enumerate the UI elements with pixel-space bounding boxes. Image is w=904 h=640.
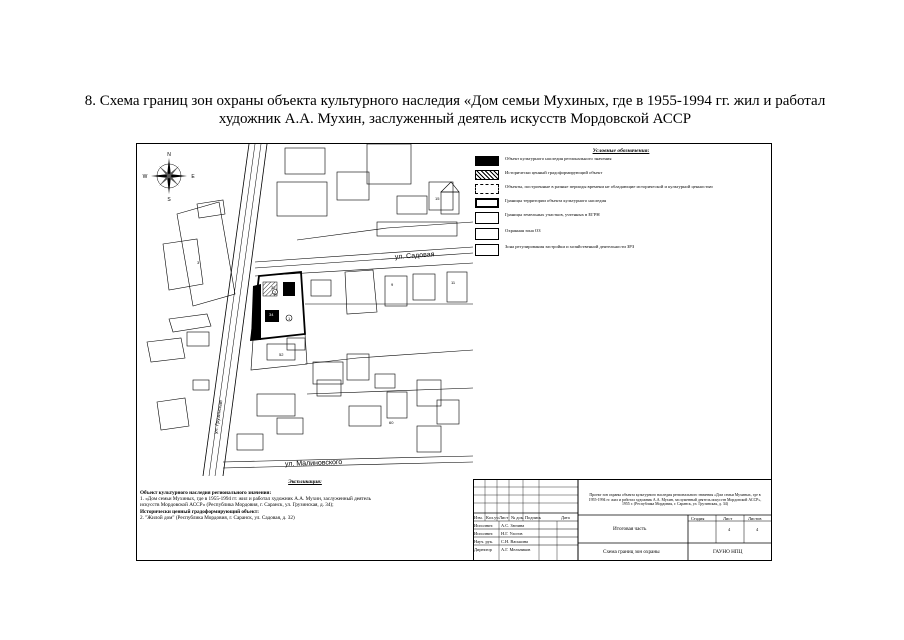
lot-number: 1 <box>288 316 291 321</box>
stamp-header-col: Лист <box>499 515 509 520</box>
lot-number: 32 <box>271 285 276 290</box>
explication-line: Объект культурного наследия регионального значения: <box>140 490 272 496</box>
stamp-sheet-label: Лист <box>723 516 733 521</box>
explication <box>140 479 470 559</box>
compass-e: E <box>191 174 195 180</box>
stamp-sheet: 4 <box>728 527 731 532</box>
stamp-role: Директор <box>474 547 492 552</box>
stamp-part: Итоговая часть <box>613 526 647 532</box>
street-sadovaya-lines <box>255 247 473 276</box>
legend-text: Границы территории объекта культурного наследия <box>505 198 607 203</box>
legend-swatch-oz <box>475 228 499 240</box>
legend-text: Охранная зона ОЗ <box>505 228 541 233</box>
legend-swatch-black <box>475 156 499 166</box>
explication-title: Экспликация: <box>288 479 322 485</box>
title-block <box>473 479 772 561</box>
stamp-role: Исполнит. <box>474 531 494 536</box>
lot-number: 34 <box>269 312 274 317</box>
stamp-stage-label: Стадия <box>691 516 705 521</box>
title-line-1: 8. Схема границ зон охраны объекта культурного наследия «Дом семьи Мухиных, где в 1955-1994 гг. жил и работал <box>84 93 826 109</box>
legend-text: Зона регулирования застройки и хозяйственной деятельности ЗРЗ <box>505 244 635 249</box>
legend-item <box>475 198 767 208</box>
legend-item <box>475 170 767 180</box>
compass-s: S <box>167 197 171 203</box>
page-title <box>60 92 850 128</box>
lot-number: 11 <box>451 280 456 285</box>
compass-rose <box>143 152 196 203</box>
street-label-sadovaya: ул. Садовая <box>394 251 435 261</box>
street-malinovaya-lines <box>223 456 473 468</box>
stamp-org: ГАУНО НПЦ <box>713 549 743 555</box>
lot-number: 2 <box>274 290 277 295</box>
explication-line: 2. "Жилой дом" (Республика Мордовия, г. Саранск, ул. Садовая, д. 32) <box>140 514 295 521</box>
lot-number: 60 <box>389 420 394 425</box>
legend-swatch-zrz <box>475 244 499 256</box>
legend-item <box>475 156 767 166</box>
stamp-project: Проект зон охраны объекта культурного наследия регионального значения «Дом семьи Мухиных, где в 1955-1994 гг. жил и работал художник А.А. Мухин, заслуженный деятель искусств Мордовской АССР», 1955 г. (Республика Мордовия, г. Саранск, ул. Грузинская, д. 34) <box>588 493 762 507</box>
street-label-malinovaya: ул. Малиновского <box>284 459 343 468</box>
stamp-role: Исполнит. <box>474 523 494 528</box>
lot-number: 9 <box>391 282 394 287</box>
stamp-header-col: № док. <box>511 515 524 520</box>
lot-number: 3 <box>197 260 200 265</box>
north-buildings <box>277 144 473 240</box>
compass-n: N <box>167 152 171 158</box>
stamp-name: С.Н. Васькина <box>501 539 529 544</box>
east-buildings <box>237 270 473 452</box>
stamp-header-col: Подпись <box>525 515 542 520</box>
legend-swatch-hatch <box>475 170 499 180</box>
title-line-2: художник А.А. Мухин, заслуженный деятель искусств Мордовской АССР <box>218 111 692 127</box>
street-label-gruzinskaya: ул. Грузинская <box>213 399 225 435</box>
legend-item <box>475 244 767 256</box>
stamp-name: Н.Г. Улогов <box>501 531 523 536</box>
legend-swatch-dash <box>475 184 499 194</box>
stamp-header-col: Дата <box>561 515 570 520</box>
west-buildings <box>147 200 235 430</box>
heritage-site <box>251 272 305 340</box>
legend-item <box>475 212 767 224</box>
stamp-sheets-label: Листов <box>748 516 762 521</box>
stamp-header-col: Кол.уч <box>486 515 499 520</box>
site-map <box>137 144 473 476</box>
legend-swatch-thick <box>475 198 499 208</box>
stamp-role: Науч. рук. <box>474 539 494 544</box>
legend-text: Исторически ценный градоформирующий объект <box>505 170 603 175</box>
legend-item <box>475 184 767 194</box>
explication-line: искусств Мордовской АССР» (Республика Мордовия, г. Саранск, ул. Грузинская, д. 34); <box>140 502 334 509</box>
stamp-name: А.С. Зюзина <box>501 523 525 528</box>
lot-number: 15 <box>435 196 440 201</box>
stamp-sheets: 4 <box>756 527 759 532</box>
explication-line: 1. «Дом семьи Мухиных, где в 1955-1994 гг. жил и работал художник А.А. Мухин, заслуженный деятель <box>140 496 371 503</box>
stamp-header-col: Изм. <box>474 515 483 520</box>
stamp-scheme: Схема границ зон охраны <box>603 549 660 555</box>
legend-text: Объекты, построенные в разные периоды времени не обладающие исторической и культурной ценностью <box>505 184 713 189</box>
legend-title: Условные обозначения: <box>592 148 650 154</box>
stamp-name: А.Г. Мельников <box>501 547 531 552</box>
compass-w: W <box>142 174 148 180</box>
explication-line: Исторически ценный градоформирующий объект: <box>140 508 260 515</box>
lot-number: 52 <box>279 352 284 357</box>
legend-item <box>475 228 767 240</box>
legend-text: Границы земельных участков, учтенных в ЕГРН <box>505 212 600 217</box>
legend <box>475 148 767 260</box>
legend-text: Объект культурного наследия регионального значения <box>505 156 612 161</box>
legend-swatch-thin <box>475 212 499 224</box>
